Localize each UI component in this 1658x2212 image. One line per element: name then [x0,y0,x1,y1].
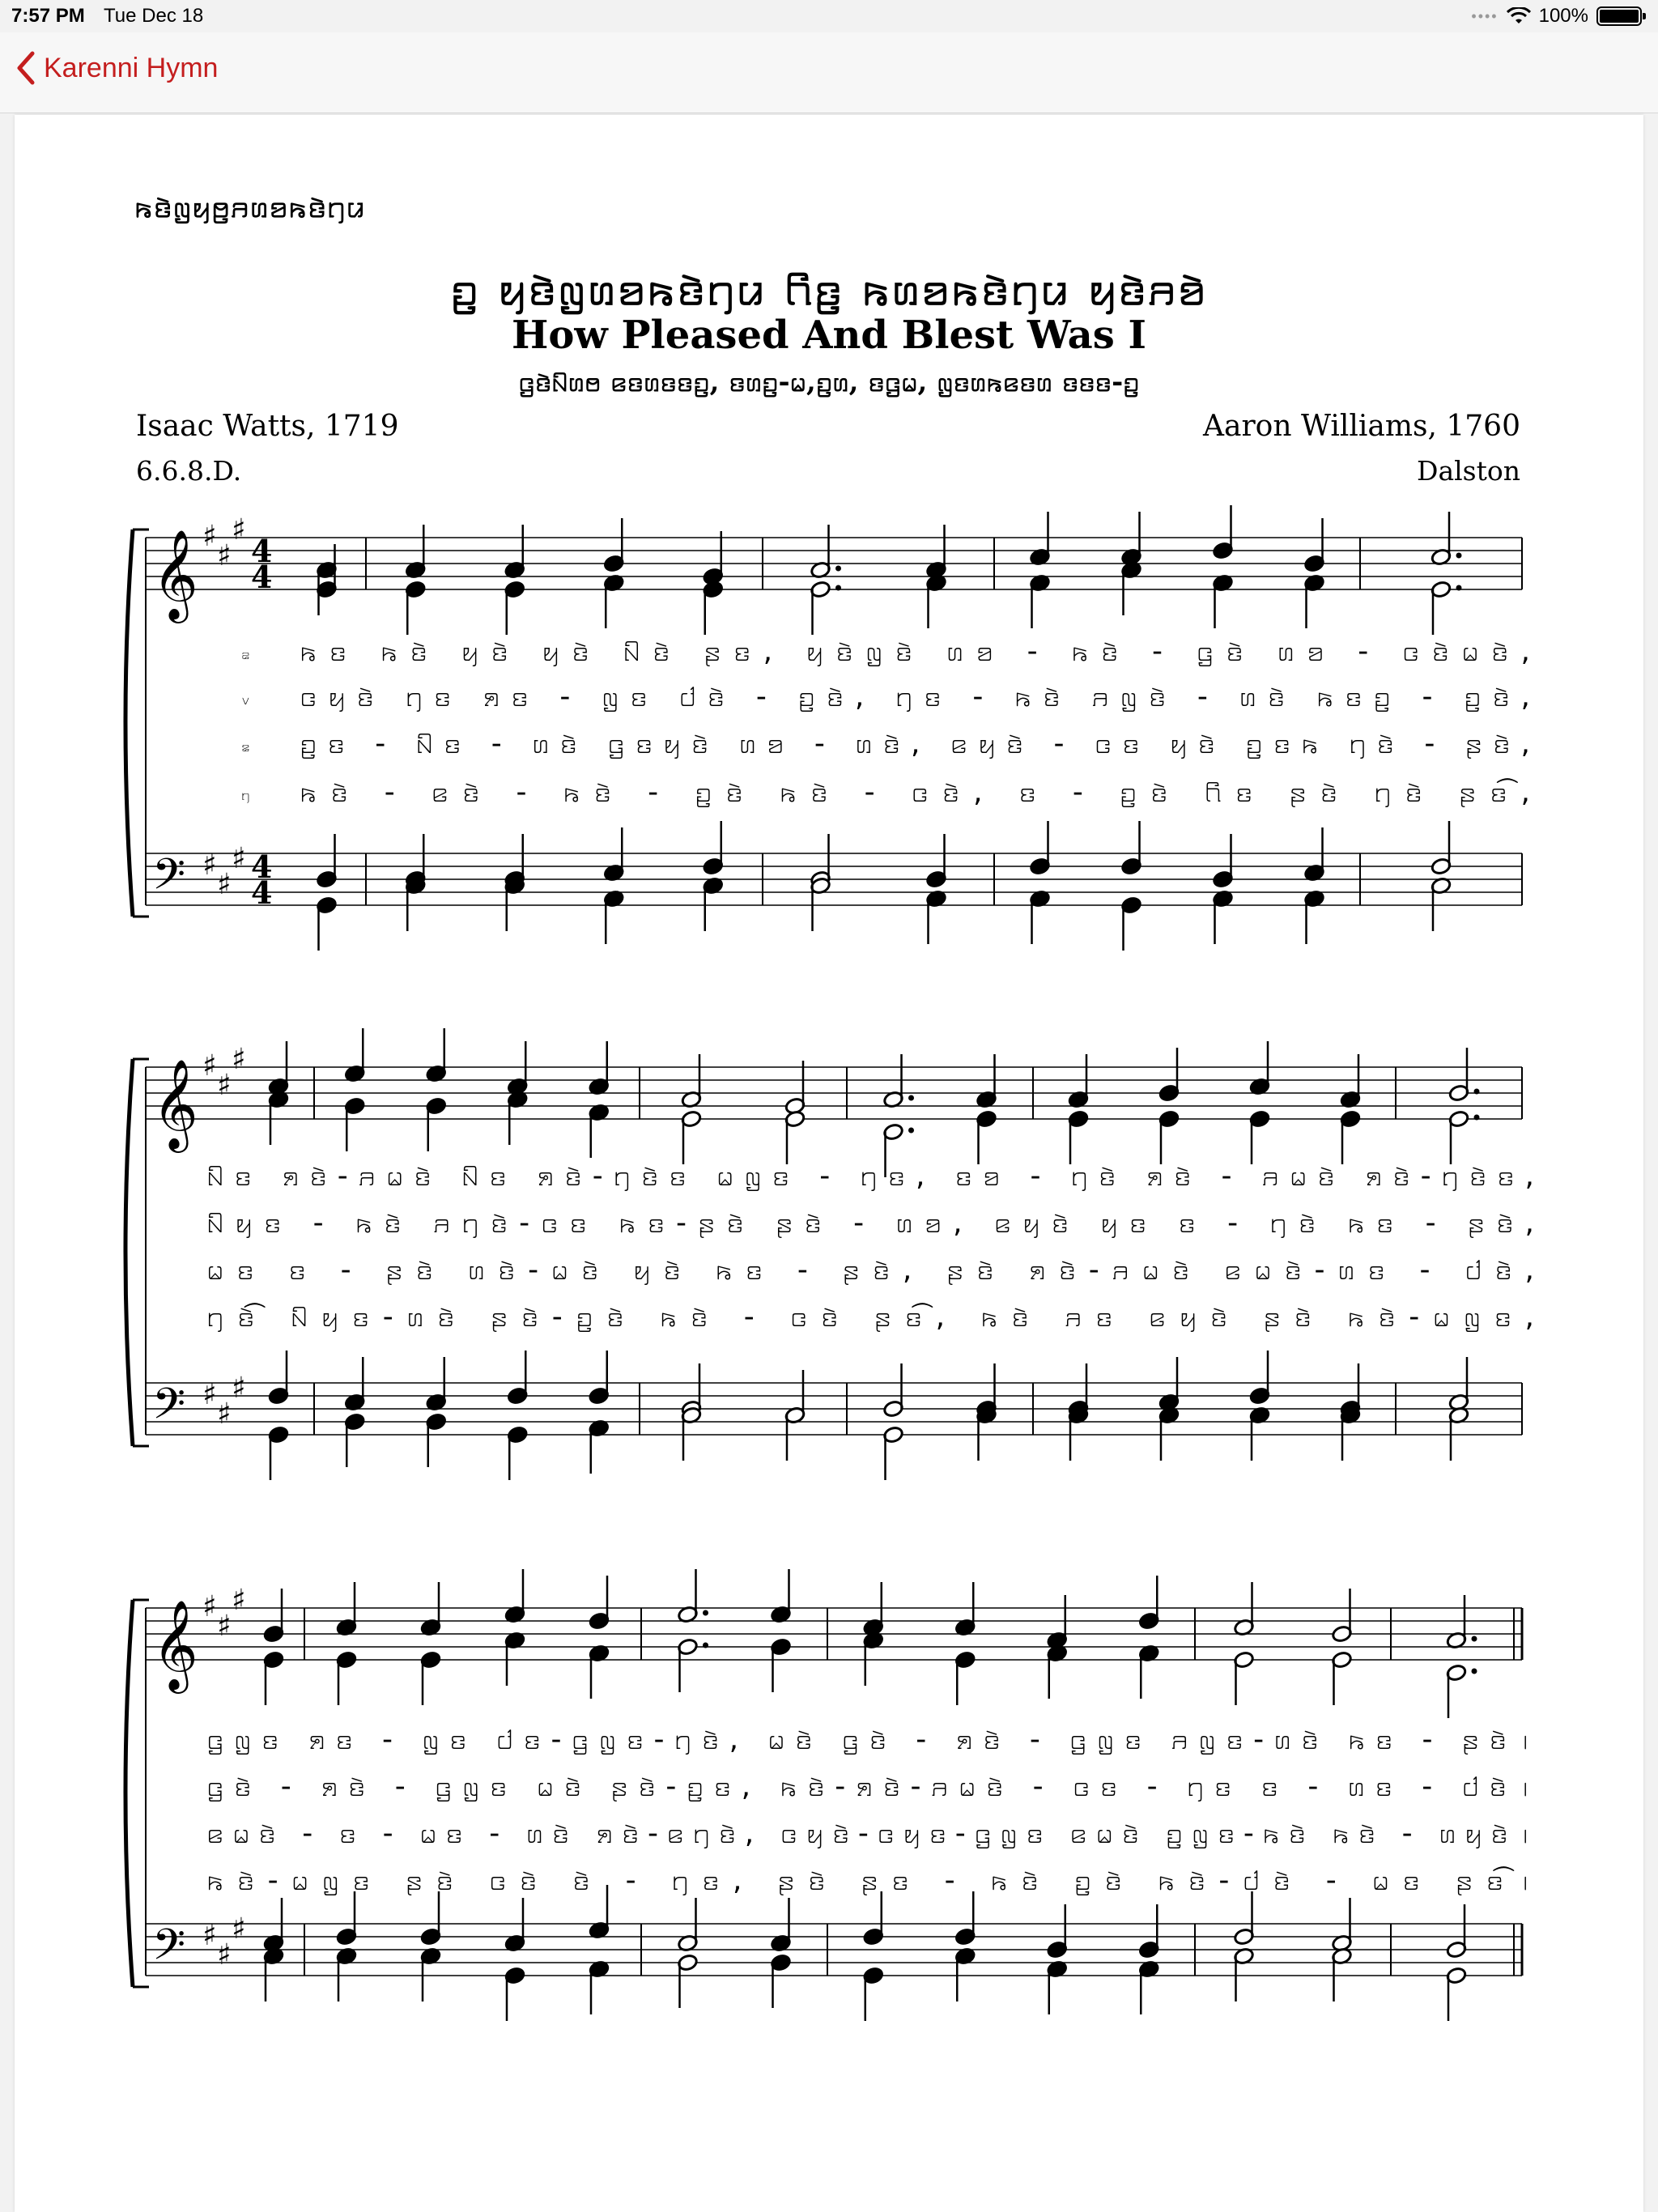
sharp-icon: ♯ [217,868,232,901]
hymn-number: ꤒꤢꤧꤜꤟꤥ꤬ꤏꤛꤤꤒꤢꤧꤚꤣ [134,188,366,224]
system-1 [125,505,1530,951]
time-signature-digit: 4 [251,533,273,569]
note-dot [1456,553,1462,559]
sharp-icon: ♯ [232,513,246,547]
sharp-icon: ♯ [232,842,246,875]
system-2 [125,1028,1534,1480]
system-brace [125,1600,133,1987]
sharp-icon: ♯ [232,1372,246,1405]
time-signature-digit: 4 [251,849,273,885]
status-time: 7:57 PM [11,5,85,27]
note-dot [703,1610,708,1616]
verse-number: ꤂ [241,691,250,708]
lyric-line: ꤍꤟꤢꤧ ꤚꤢ ꤎꤢ - ꤜꤢ ꤓꤢꤧ - ꤑꤢꤧ, ꤚꤢ - ꤒꤢꤧ ꤏꤜꤢꤧ - ꤛꤢꤧ ꤒꤢꤑ - ꤑꤢꤧ, [299,680,1531,713]
bass-staff [146,1912,1522,1980]
status-date: Tue Dec 18 [104,5,204,27]
verse-number: ꤁ [241,646,250,663]
note-dot [1474,1089,1480,1095]
system-3 [125,1569,1534,2021]
hymn-title-english: How Pleased And Blest Was I [512,313,1146,358]
lyric-line: ꤞꤜꤢ ꤎꤢ - ꤜꤢ ꤓꤢ-ꤞꤜꤢ-ꤚꤢꤧ, ꤗꤢꤧ ꤞꤢꤧ - ꤎꤢꤧ - ꤞꤜꤢ ꤏꤜꤢ-ꤛꤢꤧ ꤒꤢ - ꤔꤢꤧ꤯ [206,1723,1534,1756]
note-dot [835,566,841,572]
tune-name: Dalston [1416,455,1520,487]
hymn-meter: 6.6.8.D. [136,455,242,487]
system-brace [125,530,133,917]
time-signature-digit: 4 [251,874,273,911]
treble-staff [146,1584,1522,1694]
note-dot [908,1095,914,1101]
treble-clef-icon: 𝄞 [152,529,198,619]
verse-number: ꤄ [241,787,250,804]
note-dot [835,585,841,591]
time-signature-digit: 4 [251,559,273,595]
bass-clef-icon: 𝄢 [152,850,186,910]
note-dot [1474,1115,1480,1121]
lyric-line: ꤚꤢꤧ͡ ꤡꤟꤢ-ꤛꤢꤧ ꤔꤢꤧ-ꤑꤢꤧ ꤒꤢꤧ - ꤍꤢꤧ ꤔꤢ͡, ꤒꤢꤧ ꤏꤢ ꤕꤟꤢꤧ ꤔꤢꤧ ꤒꤢꤧ-ꤗꤜꤢ, [206,1300,1534,1334]
note-dot [703,1643,708,1648]
composer-credit: Aaron Williams, 1760 [1203,410,1520,443]
hymn-subtitle: ꤞꤢꤧꤡꤛꤥ ꤕꤢꤛꤢꤢꤑ, ꤢꤛꤑ-ꤗ,ꤑꤛ, ꤢꤞꤗ, ꤜꤢꤛꤒꤕꤢꤛ ꤢꤢꤢ-ꤑ [518,366,1140,398]
lyric-line: ꤒꤢ ꤒꤢꤧ ꤟꤢꤧ ꤟꤢꤧ ꤡꤢꤧ ꤔꤢ, ꤟꤢꤧꤜꤢꤧ ꤛꤤ - ꤒꤢꤧ - ꤞꤢꤧ ꤛꤤ - ꤍꤢꤧꤗꤢꤧ, [300,635,1530,668]
lyric-line: ꤡꤢ ꤎꤢꤧ-ꤏꤗꤢꤧ ꤡꤢ ꤎꤢꤧ-ꤚꤢꤧꤢ ꤗꤜꤢ - ꤚꤢ, ꤢꤤ - ꤚꤢꤧ ꤎꤢꤧ - ꤏꤗꤢꤧ ꤎꤢꤧ-ꤚꤢꤧꤢ, [206,1159,1534,1193]
sharp-icon: ♯ [202,1378,217,1411]
note-dot [1472,1669,1477,1674]
lyric-line: ꤞꤢꤧ - ꤎꤢꤧ - ꤞꤜꤢ ꤗꤢꤧ ꤔꤢꤧ-ꤑꤢ, ꤒꤢꤧ-ꤎꤢꤧ-ꤏꤗꤢꤧ - ꤍꤢ - ꤚꤢ ꤢ - ꤛꤢ - ꤓꤢꤧ꤯ [206,1770,1534,1803]
sharp-icon: ♯ [232,1043,246,1076]
bass-clef-icon: 𝄢 [152,1921,186,1980]
sharp-icon: ♯ [217,1397,232,1431]
sharp-icon: ♯ [202,849,217,882]
sharp-icon: ♯ [217,1069,232,1102]
treble-clef-icon: 𝄞 [152,1599,198,1690]
lyricist-credit: Isaac Watts, 1719 [136,410,399,443]
sharp-icon: ♯ [202,520,217,553]
lyric-line: ꤗꤢ ꤢ - ꤔꤢꤧ ꤛꤢꤧ-ꤗꤢꤧ ꤟꤢꤧ ꤒꤢ - ꤔꤢꤧ, ꤔꤢꤧ ꤎꤢꤧ-ꤏꤗꤢꤧ ꤕꤗꤢꤧ-ꤛꤢ - ꤓꤢꤧ, [206,1253,1535,1287]
lyric-line: ꤒꤢꤧ - ꤕꤢꤧ - ꤒꤢꤧ - ꤑꤢꤧ ꤒꤢꤧ - ꤍꤢꤧ, ꤢ - ꤑꤢꤧ ꤖꤢ ꤔꤢꤧ ꤚꤢꤧ ꤔꤢ͡, [300,776,1530,809]
verse-number: ꤃ [241,738,250,755]
hymn-title-karenni: ꤑ ꤟꤢꤧꤜꤛꤤꤒꤢꤧꤚꤣ ꤖꤢ꤬ ꤒꤛꤤꤒꤢꤧꤚꤣ ꤟꤢꤧꤏꤤꤧ [450,261,1208,316]
sharp-icon: ♯ [232,1912,246,1946]
sharp-icon: ♯ [202,1590,217,1623]
lyric-line: ꤒꤢꤧ-ꤗꤜꤢ ꤔꤢꤧ ꤍꤢꤧ ꤢꤧ - ꤚꤢ, ꤔꤢꤧ ꤔꤢ - ꤒꤢꤧ ꤑꤢꤧ ꤒꤢꤧ-ꤓꤢꤧ - ꤗꤢ ꤔꤢ͡꤯ [206,1864,1534,1897]
note-dot [1456,585,1462,591]
sharp-icon: ♯ [217,539,232,572]
sharp-icon: ♯ [217,1938,232,1972]
signal-dots-icon: •••• [1471,7,1499,24]
lyric-line: ꤡꤟꤢ - ꤒꤢꤧ ꤏꤚꤢꤧ-ꤍꤢ ꤒꤢ-ꤔꤢꤧ ꤔꤢꤧ - ꤛꤤ, ꤕꤟꤢꤧ ꤟꤢ ꤢ - ꤚꤢꤧ ꤒꤢ - ꤔꤢꤧ, [206,1206,1534,1240]
treble-clef-icon: 𝄞 [152,1058,198,1149]
lyric-line: ꤑꤢ - ꤡꤢ - ꤛꤢꤧ ꤞꤢꤟꤢꤧ ꤛꤤ - ꤛꤢꤧ, ꤕꤟꤢꤧ - ꤍꤢ ꤟꤢꤧ ꤑꤢꤒ ꤚꤢꤧ - ꤔꤢꤧ, [300,727,1530,760]
bass-clef-icon: 𝄢 [152,1380,186,1440]
treble-staff [146,1043,1522,1153]
back-button-label: Karenni Hymn [44,52,219,83]
system-brace [125,1059,133,1446]
lyric-line: ꤕꤗꤢꤧ - ꤢ - ꤗꤢ - ꤛꤢꤧ ꤎꤢꤧ-ꤕꤚꤢꤧ, ꤍꤟꤢꤧ-ꤍꤟꤢ-ꤞꤜꤢ ꤕꤗꤢꤧ ꤑꤜꤢ-ꤒꤢꤧ ꤒꤢꤧ - ꤛꤟꤢꤧ꤯ [206,1817,1534,1850]
sharp-icon: ♯ [202,1919,217,1952]
note-dot [1472,1636,1477,1642]
sharp-icon: ♯ [217,1610,232,1643]
battery-percent: 100% [1538,5,1588,27]
sharp-icon: ♯ [202,1049,217,1083]
note-dot [908,1128,914,1134]
sharp-icon: ♯ [232,1584,246,1617]
